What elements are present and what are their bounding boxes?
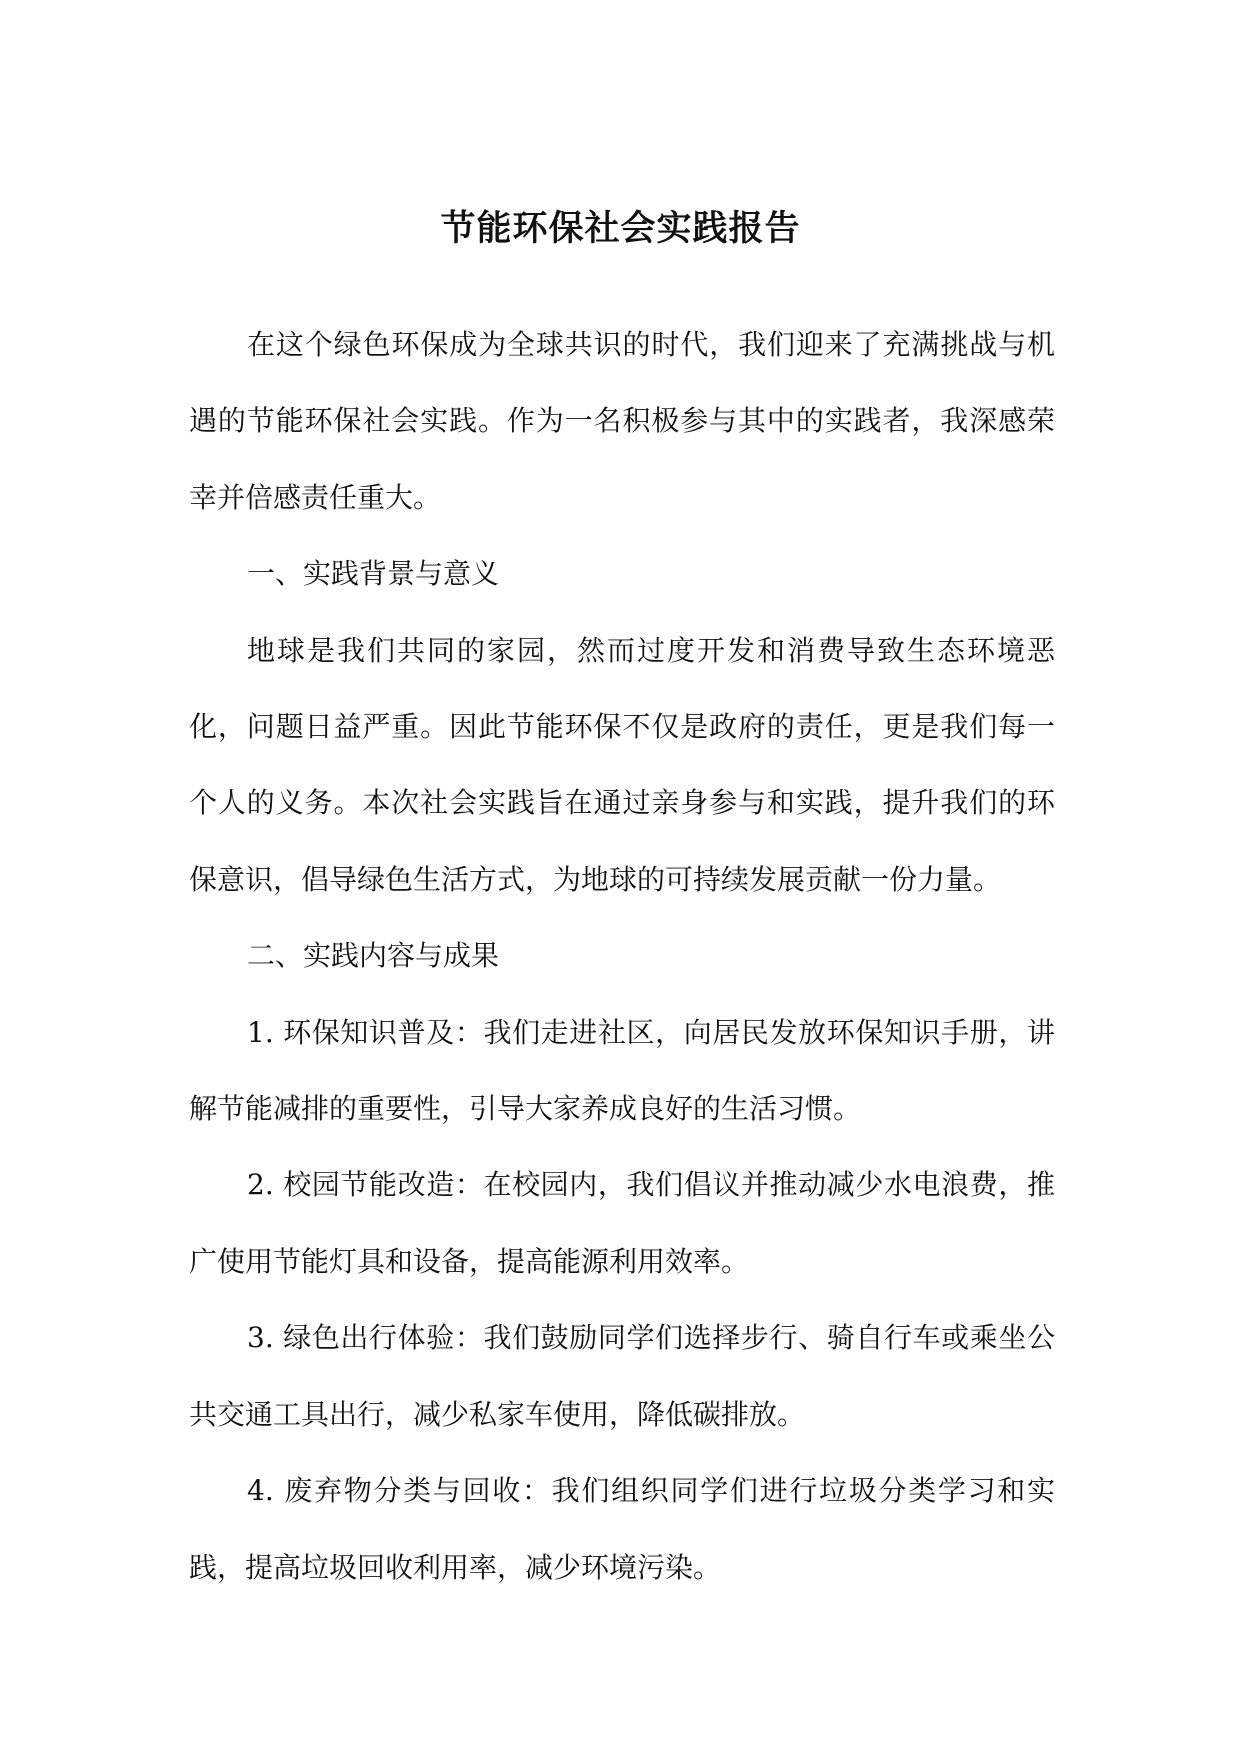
intro-paragraph: 在这个绿色环保成为全球共识的时代，我们迎来了充满挑战与机遇的节能环保社会实践。作为一名积极参与其中的实践者，我深感荣幸并倍感责任重大。: [189, 328, 1055, 514]
document-title: 节能环保社会实践报告: [440, 209, 801, 250]
content-item-4: 4. 废弃物分类与回收：我们组织同学们进行垃圾分类学习和实践，提高垃圾回收利用率，减少环境污染。: [189, 1474, 1055, 1584]
section-heading-background: 一、实践背景与意义: [247, 557, 500, 591]
document-body: [189, 307, 1055, 1606]
background-paragraph: 地球是我们共同的家园，然而过度开发和消费导致生态环境恶化，问题日益严重。因此节能环保不仅是政府的责任，更是我们每一个人的义务。本次社会实践旨在通过亲身参与和实践，提升我们的环保意识，倡导绿色生活方式，为地球的可持续发展贡献一份力量。: [189, 633, 1055, 896]
content-item-3: 3. 绿色出行体验：我们鼓励同学们选择步行、骑自行车或乘坐公共交通工具出行，减少私家车使用，降低碳排放。: [189, 1321, 1055, 1431]
content-item-2: 2. 校园节能改造：在校园内，我们倡议并推动减少水电浪费，推广使用节能灯具和设备，提高能源利用效率。: [189, 1168, 1055, 1278]
content-item-1: 1. 环保知识普及：我们走进社区，向居民发放环保知识手册，讲解节能减排的重要性，引导大家养成良好的生活习惯。: [189, 1015, 1055, 1126]
section-heading-content: 二、实践内容与成果: [247, 939, 500, 973]
